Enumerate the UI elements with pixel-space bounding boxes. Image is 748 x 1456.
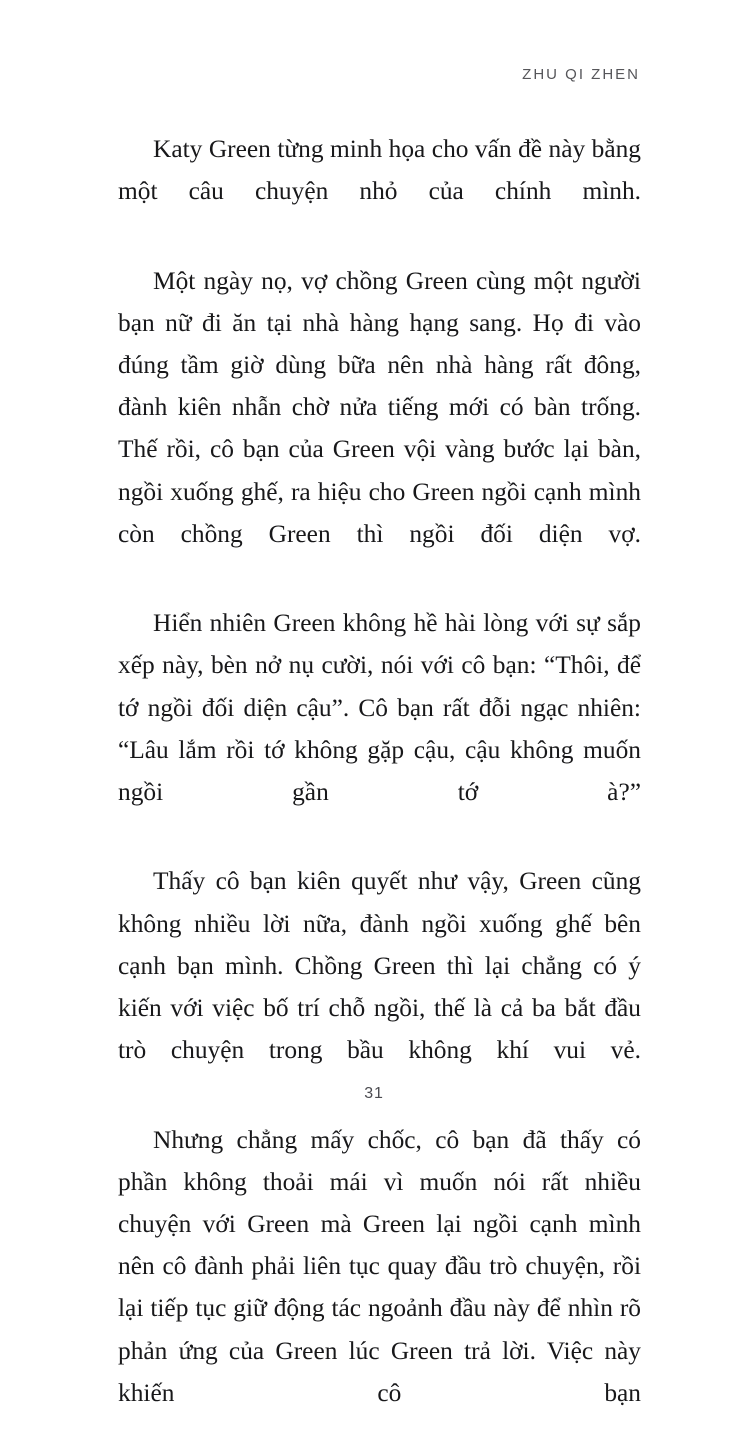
paragraph: Nhưng chẳng mấy chốc, cô bạn đã thấy có phần không thoải mái vì muốn nói rất nhiều chuyện với Green mà Green lại ngồi cạnh mình nên cô đành phải liên tục quay đầu trò chuyện, rồi lại tiếp tục giữ động tác ngoảnh đầu này để nhìn rõ phản ứng của Green lúc Green trả lời. Việc này khiến cô bạn [118,1125,641,1407]
page-number: 31 [364,1085,384,1102]
paragraph: Một ngày nọ, vợ chồng Green cùng một người bạn nữ đi ăn tại nhà hàng hạng sang. Họ đi vào đúng tầm giờ dùng bữa nên nhà hàng rất đông, đành kiên nhẫn chờ nửa tiếng mới có bàn trống. Thế rồi, cô bạn của Green vội vàng bước lại bàn, ngồi xuống ghế, ra hiệu cho Green ngồi cạnh mình còn chồng Green thì ngồi đối diện vợ. [118,266,641,548]
paragraph: Thấy cô bạn kiên quyết như vậy, Green cũng không nhiều lời nữa, đành ngồi xuống ghế bên cạnh bạn mình. Chồng Green thì lại chẳng có ý kiến với việc bố trí chỗ ngồi, thế là cả ba bắt đầu trò chuyện trong bầu không khí vui vẻ. [118,867,641,1065]
paragraph: Katy Green từng minh họa cho vấn đề này bằng một câu chuyện nhỏ của chính mình. [118,135,641,206]
body-text-block [118,128,641,1456]
running-head: ZHU QI ZHEN [522,66,640,83]
paragraph: Hiển nhiên Green không hề hài lòng với sự sắp xếp này, bèn nở nụ cười, nói với cô bạn: “Thôi, để tớ ngồi đối diện cậu”. Cô bạn rất đỗi ngạc nhiên: “Lâu lắm rồi tớ không gặp cậu, cậu không muốn ngồi gần tớ à?” [118,609,641,807]
